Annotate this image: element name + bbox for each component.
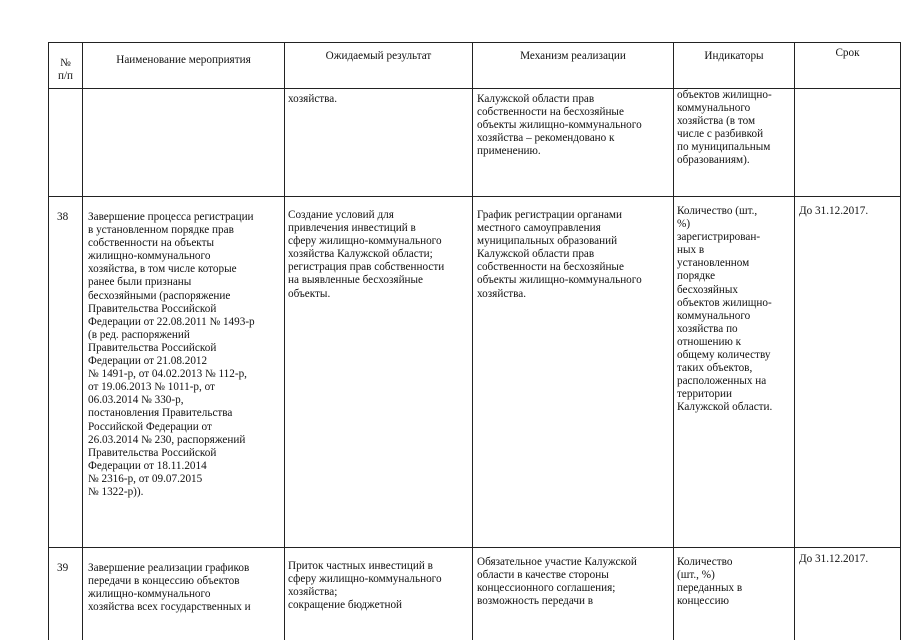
row-38-indicators: Количество (шт., %) зарегистрирован- ных в установленном порядке бесхозяйных объектов жилищно- коммунального хозяйства по отношению к общему количеству таких объектов, расположенных на территории Калужской области. [677,205,773,414]
column-border [284,42,285,640]
column-border [673,42,674,640]
header-mechanism: Механизм реализации [520,50,626,62]
column-border [48,42,49,640]
row-continuation-result: хозяйства. [288,93,338,105]
row-39-indicators: Количество (шт., %) переданных в концессию [677,556,743,608]
column-border [900,42,901,640]
row-border [48,196,901,197]
header-number: № п/п [57,57,74,82]
column-border [82,42,83,640]
row-39-mechanism: Обязательное участие Калужской области в качестве стороны концессионного соглашения; возможность передачи в [477,556,637,608]
row-38-number: 38 [57,211,69,223]
header-name: Наименование мероприятия [116,54,251,66]
row-39-number: 39 [57,562,69,574]
header-indicators: Индикаторы [704,50,764,62]
row-38-deadline: До 31.12.2017. [799,205,869,217]
row-continuation-indicators: объектов жилищно- коммунального хозяйства (в том числе с разбивкой по муниципальным образованиям). [677,89,772,167]
column-border [794,42,795,640]
table-top-border [48,42,901,43]
row-38-mechanism: График регистрации органами местного самоуправления муниципальных образований Калужской области прав собственности на бесхозяйные объекты жилищно-коммунального хозяйства. [477,209,642,300]
row-border [48,547,901,548]
header-deadline: Срок [835,47,860,59]
row-39-deadline: До 31.12.2017. [799,553,869,565]
row-39-name: Завершение реализации графиков передачи в концессию объектов жилищно-коммунального хозяйства всех государственных и [88,562,251,614]
row-38-result: Создание условий для привлечения инвестиций в сферу жилищно-коммунального хозяйства Калужской области; регистрация прав собственности на выявленные бесхозяйные объекты. [288,209,445,300]
column-border [472,42,473,640]
row-continuation-mechanism: Калужской области прав собственности на бесхозяйные объекты жилищно-коммунального хозяйства – рекомендовано к применению. [477,93,642,158]
header-result: Ожидаемый результат [325,50,432,62]
row-38-name: Завершение процесса регистрации в установленном порядке прав собственности на объекты жилищно-коммунального хозяйства, в том числе которые ранее были признаны бесхозяйными (распоряжение Правительства Российской Федерации от 22.08.2011 № 1493-р (в ред. распоряжений Правительства Российской Федерации от 21.08.2012 № 1491-р, от 04.02.2013 № 112-р, от 19.06.2013 № 1011-р, от 06.03.2014 № 330-р, постановления Правительства Российской Федерации от 26.03.2014 № 230, распоряжений Правительства Российской Федерации от 18.11.2014 № 2316-р, от 09.07.2015 № 1322-р)). [88,211,255,498]
row-39-result: Приток частных инвестиций в сферу жилищно-коммунального хозяйства; сокращение бюджетной [288,560,442,612]
